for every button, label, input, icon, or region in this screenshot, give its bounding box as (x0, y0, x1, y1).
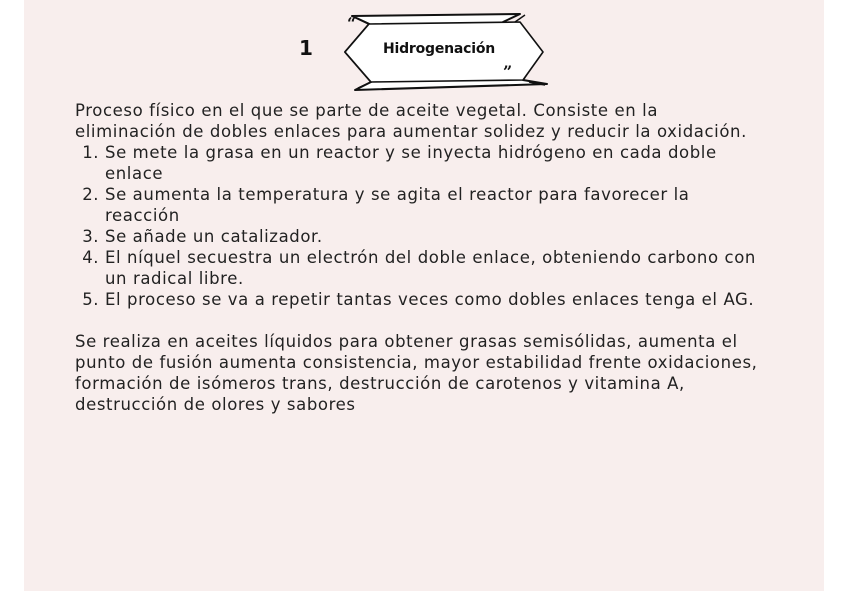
document-page (24, 0, 824, 591)
conclusion-paragraph: Se realiza en aceites líquidos para obtener grasas semisólidas, aumenta el punto de fusión aumenta consistencia, mayor estabilidad frente oxidaciones, formación de isómeros trans, destrucción de carotenos y vitamina A, destrucción de olores y sabores (75, 332, 758, 414)
paragraph-spacer (75, 310, 765, 331)
step-item: 2. Se aumenta la temperatura y se agita el reactor para favorecer la reacción (105, 184, 765, 226)
section-title: Hidrogenación (382, 41, 496, 57)
body-text (75, 100, 765, 415)
open-quote-mark: “ (347, 14, 357, 33)
step-item: 1. Se mete la grasa en un reactor y se inyecta hidrógeno en cada doble enlace (105, 142, 765, 184)
close-quote-mark: ” (503, 62, 513, 81)
section-number: 1 (299, 36, 313, 60)
step-item: 4. El níquel secuestra un electrón del doble enlace, obteniendo carbono con un radical libre. (105, 247, 765, 289)
title-banner (325, 12, 549, 92)
intro-paragraph: Proceso físico en el que se parte de aceite vegetal. Consiste en la eliminación de dobles enlaces para aumentar solidez y reducir la oxidación. (75, 101, 747, 141)
process-steps-list (75, 142, 765, 310)
step-item: 3. Se añade un catalizador. (105, 226, 765, 247)
section-heading (299, 12, 549, 92)
step-item: 5. El proceso se va a repetir tantas veces como dobles enlaces tenga el AG. (105, 289, 765, 310)
